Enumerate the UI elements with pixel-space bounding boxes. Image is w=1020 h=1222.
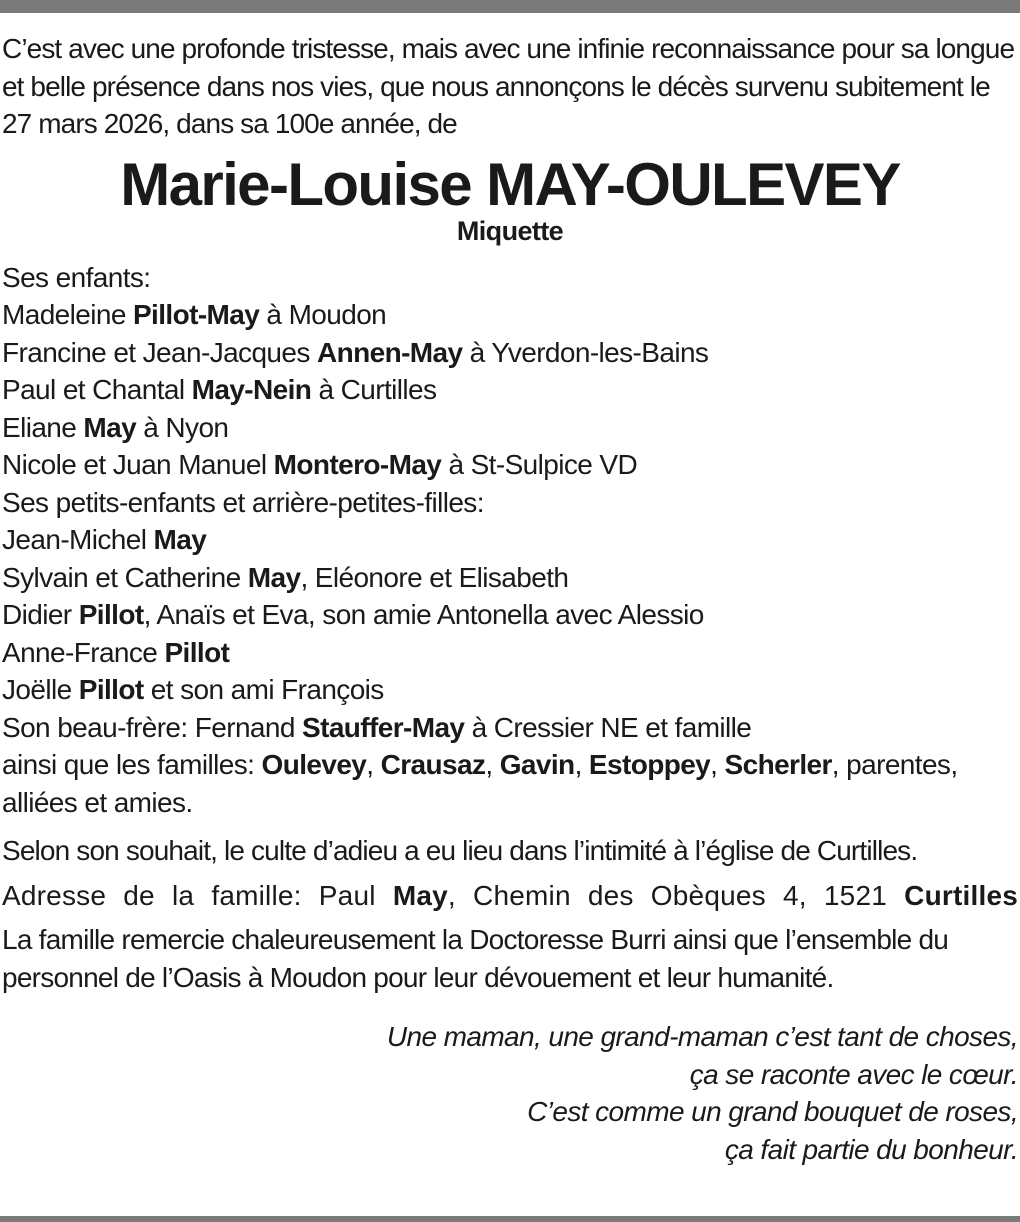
intro-text: C’est avec une profonde tristesse, mais avec une infinie reconnaissance pour sa longue et belle présence dans nos vies, que nous annonçons le décès survenu subitement le 27 mars 2026, dans sa 100e année, de [2,33,1015,139]
child-line: Francine et Jean-Jacques Annen-May à Yverdon-les-Bains [2,336,709,368]
child-line: Eliane May à Nyon [2,411,229,443]
ceremony-text: Selon son souhait, le culte d’adieu a eu lieu dans l’intimité à l’église de Curtilles. [2,835,918,866]
bottom-rule [0,1216,1020,1222]
poem [2,1018,1018,1168]
families-line: ainsi que les familles: Oulevey, Crausaz, Gavin, Estoppey, Scherler, parentes, alliées et amies. [2,749,958,818]
brother-in-law-line: Son beau-frère: Fernand Stauffer-May à Cressier NE et famille [2,711,752,743]
family-address: Adresse de la famille: Paul May, Chemin des Obèques 4, 1521 Curtilles [2,879,1018,911]
grandchild-line: Sylvain et Catherine May, Eléonore et Elisabeth [2,561,569,593]
child-line: Nicole et Juan Manuel Montero-May à St-Sulpice VD [2,449,638,480]
top-rule [0,0,1020,13]
poem-line: C’est comme un grand bouquet de roses, [527,1096,1018,1127]
deceased-name: Marie-Louise MAY-OULEVEY [120,150,900,218]
grandchild-line: Anne-France Pillot [2,636,230,668]
thanks-text: La famille remercie chaleureusement la Doctoresse Burri ainsi que l’ensemble du personnel de l’Oasis à Moudon pour leur dévouement et leur humanité. [2,924,949,993]
obituary-notice [2,30,1018,1168]
poem-line: Une maman, une grand-maman c’est tant de choses, [386,1021,1018,1052]
child-line: Madeleine Pillot-May à Moudon [2,299,387,330]
children-heading: Ses enfants: [2,261,151,293]
child-line: Paul et Chantal May-Nein à Curtilles [2,374,437,405]
grandchildren-heading: Ses petits-enfants et arrière-petites-filles: [2,486,484,518]
poem-line: ça se raconte avec le cœur. [689,1058,1018,1090]
grandchild-line: Jean-Michel May [2,524,207,555]
grandchild-line: Joëlle Pillot et son ami François [2,674,384,705]
poem-line: ça fait partie du bonheur. [724,1133,1018,1165]
deceased-nickname: Miquette [456,215,564,246]
grandchild-line: Didier Pillot, Anaïs et Eva, son amie Antonella avec Alessio [2,599,704,630]
